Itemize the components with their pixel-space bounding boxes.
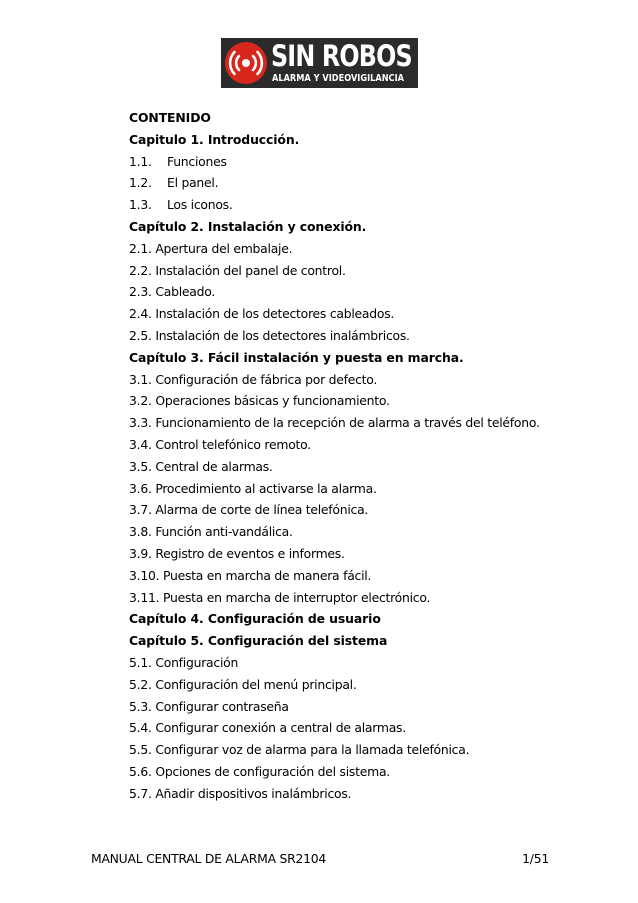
toc-entry: 2.1. Apertura del embalaje. [129, 240, 293, 256]
toc-entry: 3.2. Operaciones básicas y funcionamiento. [129, 393, 390, 409]
toc-entry-text: Los iconos. [167, 197, 233, 213]
toc-entry: 2.2. Instalación del panel de control. [129, 262, 346, 278]
toc-entry-number: 1.3. [129, 197, 152, 213]
chapter-1-title: Capitulo 1. Introducción. [129, 131, 300, 147]
toc-entry: 3.4. Control telefónico remoto. [129, 436, 311, 452]
toc-entry: 5.1. Configuración [129, 654, 239, 670]
toc-entry-text: El panel. [167, 175, 219, 191]
toc-entry: 2.3. Cableado. [129, 284, 216, 300]
toc-entry: 3.6. Procedimiento al activarse la alarma. [129, 480, 377, 496]
chapter-4-title: Capítulo 4. Configuración de usuario [129, 611, 381, 627]
chapter-2-title: Capítulo 2. Instalación y conexión. [129, 218, 367, 234]
toc-entry: 5.6. Opciones de configuración del sistema. [129, 763, 390, 779]
toc-entry: 3.10. Puesta en marcha de manera fácil. [129, 567, 372, 583]
toc-entry: 3.5. Central de alarmas. [129, 458, 273, 474]
toc-entry: 5.5. Configurar voz de alarma para la llamada telefónica. [129, 742, 470, 758]
toc-entry: 3.1. Configuración de fábrica por defecto. [129, 371, 378, 387]
toc-entry: 5.3. Configurar contraseña [129, 698, 289, 714]
toc-entry-text: Funciones [167, 153, 227, 169]
toc-entry: 5.4. Configurar conexión a central de alarmas. [129, 720, 406, 736]
toc-entry: 5.2. Configuración del menú principal. [129, 676, 357, 692]
footer-document-title: MANUAL CENTRAL DE ALARMA SR2104 [91, 851, 326, 866]
logo-title: SIN ROBOS [271, 39, 412, 73]
toc-entry: 2.5. Instalación de los detectores inalámbricos. [129, 327, 410, 343]
toc-entry-number: 1.1. [129, 153, 152, 169]
toc-entry-number: 1.2. [129, 175, 152, 191]
toc-entry [129, 194, 599, 216]
logo-subtitle: ALARMA Y VIDEOVIGILANCIA [272, 73, 404, 84]
toc-entry: 3.7. Alarma de corte de línea telefónica. [129, 502, 369, 518]
chapter-5-title: Capítulo 5. Configuración del sistema [129, 633, 388, 649]
toc-heading: CONTENIDO [129, 110, 211, 125]
toc-entry [129, 172, 599, 194]
toc-entry: 3.3. Funcionamiento de la recepción de alarma a través del teléfono. [129, 415, 540, 431]
table-of-contents [129, 107, 599, 805]
toc-entry [129, 151, 599, 173]
toc-entry: 3.9. Registro de eventos e informes. [129, 545, 345, 561]
toc-entry: 3.8. Función anti-vandálica. [129, 524, 293, 540]
toc-entry: 5.7. Añadir dispositivos inalámbricos. [129, 785, 352, 801]
toc-entry: 2.4. Instalación de los detectores cableados. [129, 306, 395, 322]
toc-entry: 3.11. Puesta en marcha de interruptor electrónico. [129, 589, 431, 605]
alarm-signal-icon [225, 42, 267, 84]
page-number: 1/51 [522, 851, 549, 866]
sin-robos-logo [221, 38, 418, 88]
chapter-3-title: Capítulo 3. Fácil instalación y puesta en marcha. [129, 349, 464, 365]
